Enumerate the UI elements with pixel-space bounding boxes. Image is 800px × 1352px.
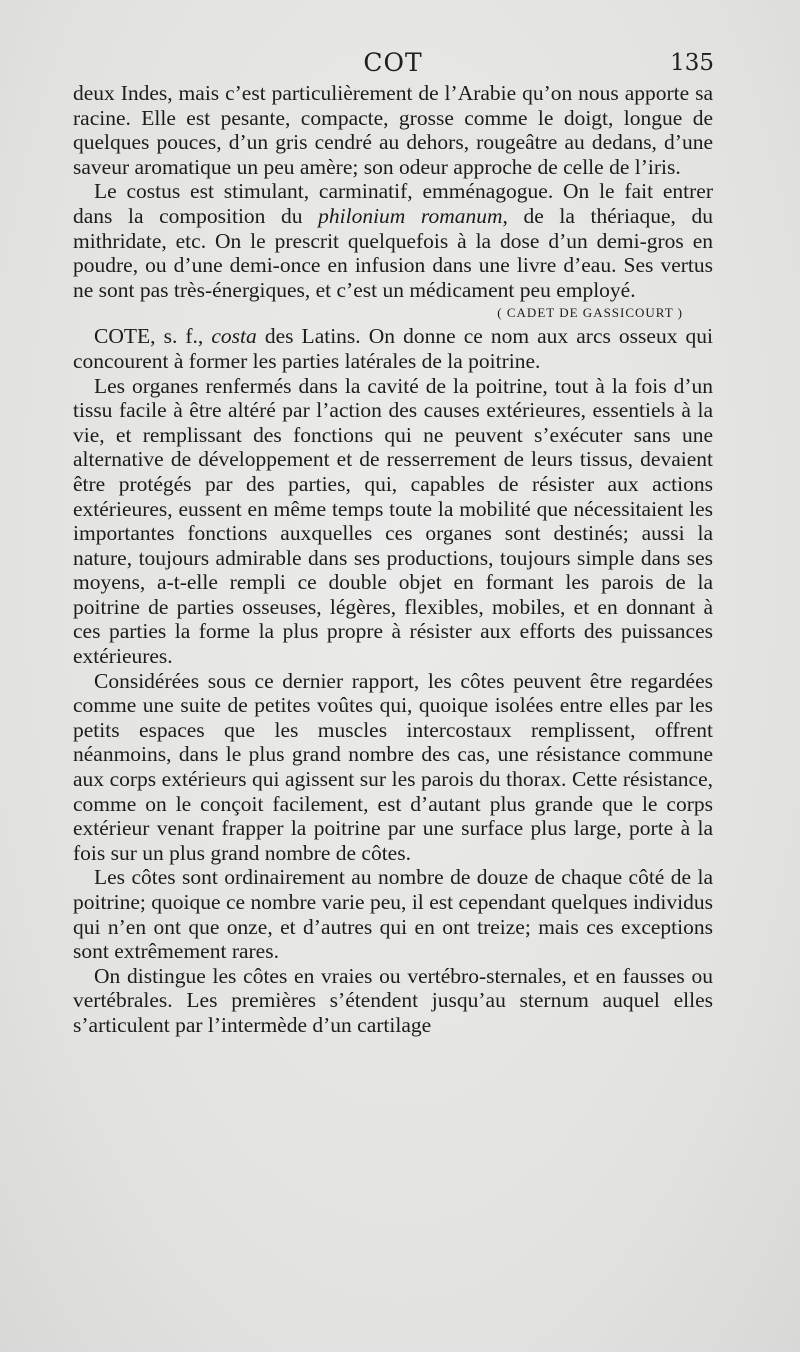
entry-grammar: , s. f., — [150, 324, 212, 349]
author-signature: ( CADET DE GASSICOURT ) — [497, 305, 683, 321]
page-body — [73, 81, 713, 1038]
page-number: 135 — [670, 50, 714, 76]
entry-latin: costa — [211, 324, 257, 349]
paragraph-vaults: Considérées sous ce dernier rapport, les côtes peuvent être regardées comme une suite de petites voûtes qui, quoique isolées entre elles par les petits espaces que les muscles intercostaux remplissent, offrent néanmoins, dans le plus grand nombre des cas, une résistance commune aux corps extérieurs qui agissent sur les parois du thorax. Cette résistance, comme on le conçoit facilement, est d’autant plus grande que le corps extérieur venant frapper la poitrine par une surface plus large, porte à la fois sur un plus grand nombre de côtes. — [73, 668, 713, 865]
paragraph-types: On distingue les côtes en vraies ou vertébro-sternales, et en fausses ou vertébrales. Les premières s’étendent jusqu’au sternum auquel elles s’articulent par l’intermède d’un cartilage — [73, 963, 713, 1037]
entry-cote — [73, 324, 713, 373]
paragraph-count: Les côtes sont ordinairement au nombre de douze de chaque côté de la poitrine; quoique ce nombre varie peu, il est cependant quelques individus qui n’en ont que onze, et d’autres qui en ont treize; mais ces exceptions sont extrêmement rares. — [73, 865, 713, 964]
paragraph-text: , de la thériaque, du mithridate, etc. On le prescrit quelquefois à la dose d’un demi-gros en poudre, ou d’une demi-once en infusion dans une livre d’eau. Ses vertus ne sont pas très-énergiques, et c’est un médicament peu employé. — [73, 203, 713, 302]
paragraph-text: Le costus est stimulant, carminatif, emménagogue. On le fait entrer dans la composition du — [73, 179, 713, 228]
entry-headword: COTE — [94, 324, 151, 349]
paragraph-organs: Les organes renfermés dans la cavité de la poitrine, tout à la fois d’un tissu facile à être altéré par l’action des causes extérieures, essentiels à la vie, et remplissant des fonctions qui ne peuvent s’exécuter sans une alternative de développement et de resserrement de leurs tissus, devaient être protégés par des parties, qui, capables de résister aux actions extérieures, eussent en même temps toute la mobilité que nécessitaient les importantes fonctions auxquelles ces organes sont destinés; aussi la nature, toujours admirable dans ses productions, toujours simple dans ses moyens, a-t-elle rempli ce double objet en formant les parois de la poitrine de parties osseuses, légères, flexibles, mobiles, et en donnant à ces parties la forme la plus propre à résister aux efforts des puissances extérieures. — [73, 373, 713, 669]
page-header — [72, 48, 714, 78]
running-head: COT — [363, 48, 423, 77]
paragraph-costus-origin: deux Indes, mais c’est particulièrement de l’Arabie qu’on nous apporte sa racine. Elle est pesante, compacte, grosse comme le doigt, longue de quelques pouces, d’un gris cendré au dehors, rougeâtre au dedans, d’une saveur aromatique un peu amère; son odeur approche de celle de l’iris. — [73, 81, 713, 179]
entry-definition: des Latins. On donne ce nom aux arcs osseux qui concourent à former les parties latérales de la poitrine. — [73, 324, 713, 373]
italic-term: philonium romanum — [318, 203, 503, 228]
paragraph-costus-properties — [73, 179, 713, 302]
